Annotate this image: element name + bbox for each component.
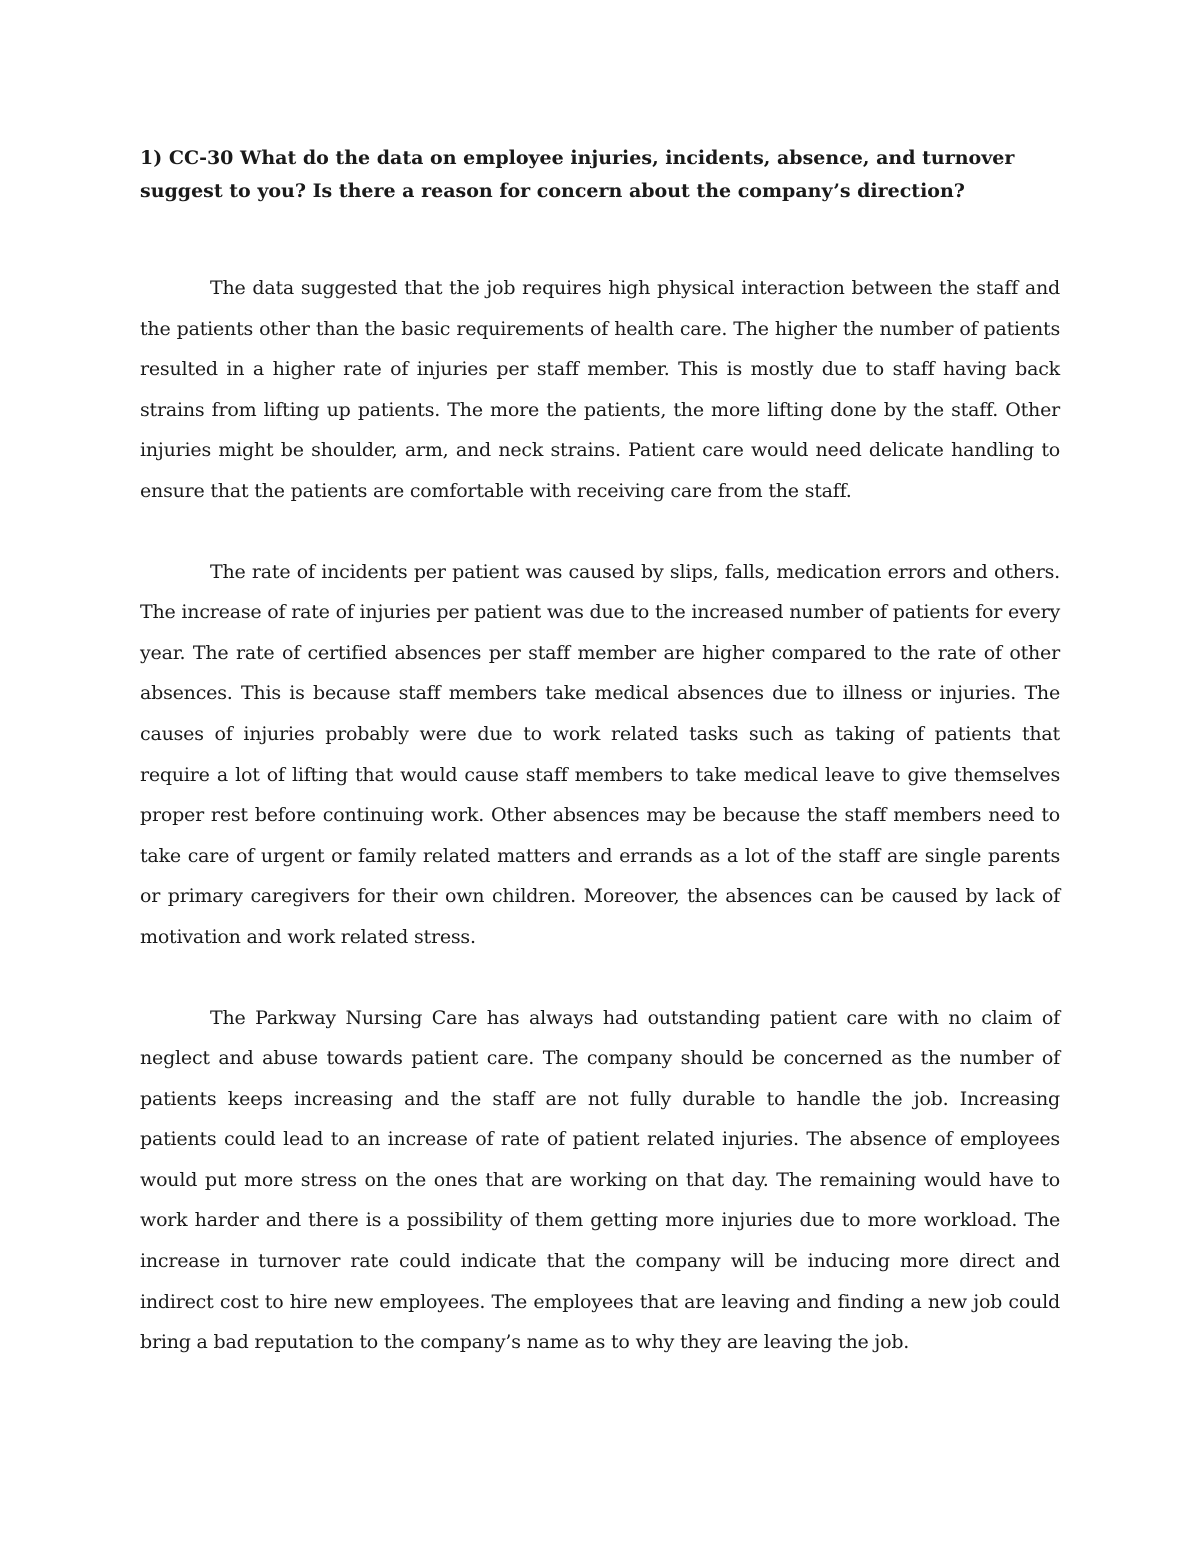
paragraph-company-concern: The Parkway Nursing Care has always had outstanding patient care with no claim of neglect and abuse towards patient care. The company should be concerned as the number of patients keeps increasing and the staff are not fully durable to handle the job. Increasing patients could lead to an increase of rate of patient related injuries. The absence of employees would put more stress on the ones that are working on that day. The remaining would have to work harder and there is a possibility of them getting more injuries due to more workload. The increase in turnover rate could indicate that the company will be inducing more direct and indirect cost to hire new employees. The employees that are leaving and finding a new job could bring a bad reputation to the company’s name as to why they are leaving the job.: [140, 1006, 1060, 1354]
question-heading: 1) CC-30 What do the data on employee injuries, incidents, absence, and turnover suggest to you? Is there a reason for concern about the company’s direction?: [140, 147, 1015, 202]
paragraph-incidents-absences: The rate of incidents per patient was caused by slips, falls, medication errors and others. The increase of rate of injuries per patient was due to the increased number of patients for every year. The rate of certified absences per staff member are higher compared to the rate of other absences. This is because staff members take medical absences due to illness or injuries. The causes of injuries probably were due to work related tasks such as taking of patients that require a lot of lifting that would cause staff members to take medical leave to give themselves proper rest before continuing work. Other absences may be because the staff members need to take care of urgent or family related matters and errands as a lot of the staff are single parents or primary caregivers for their own children. Moreover, the absences can be caused by lack of motivation and work related stress.: [140, 560, 1060, 948]
paragraph-injuries: The data suggested that the job requires high physical interaction between the staff and the patients other than the basic requirements of health care. The higher the number of patients resulted in a higher rate of injuries per staff member. This is mostly due to staff having back strains from lifting up patients. The more the patients, the more lifting done by the staff. Other injuries might be shoulder, arm, and neck strains. Patient care would need delicate handling to ensure that the patients are comfortable with receiving care from the staff.: [140, 277, 1060, 502]
document-body: [140, 142, 1060, 1403]
